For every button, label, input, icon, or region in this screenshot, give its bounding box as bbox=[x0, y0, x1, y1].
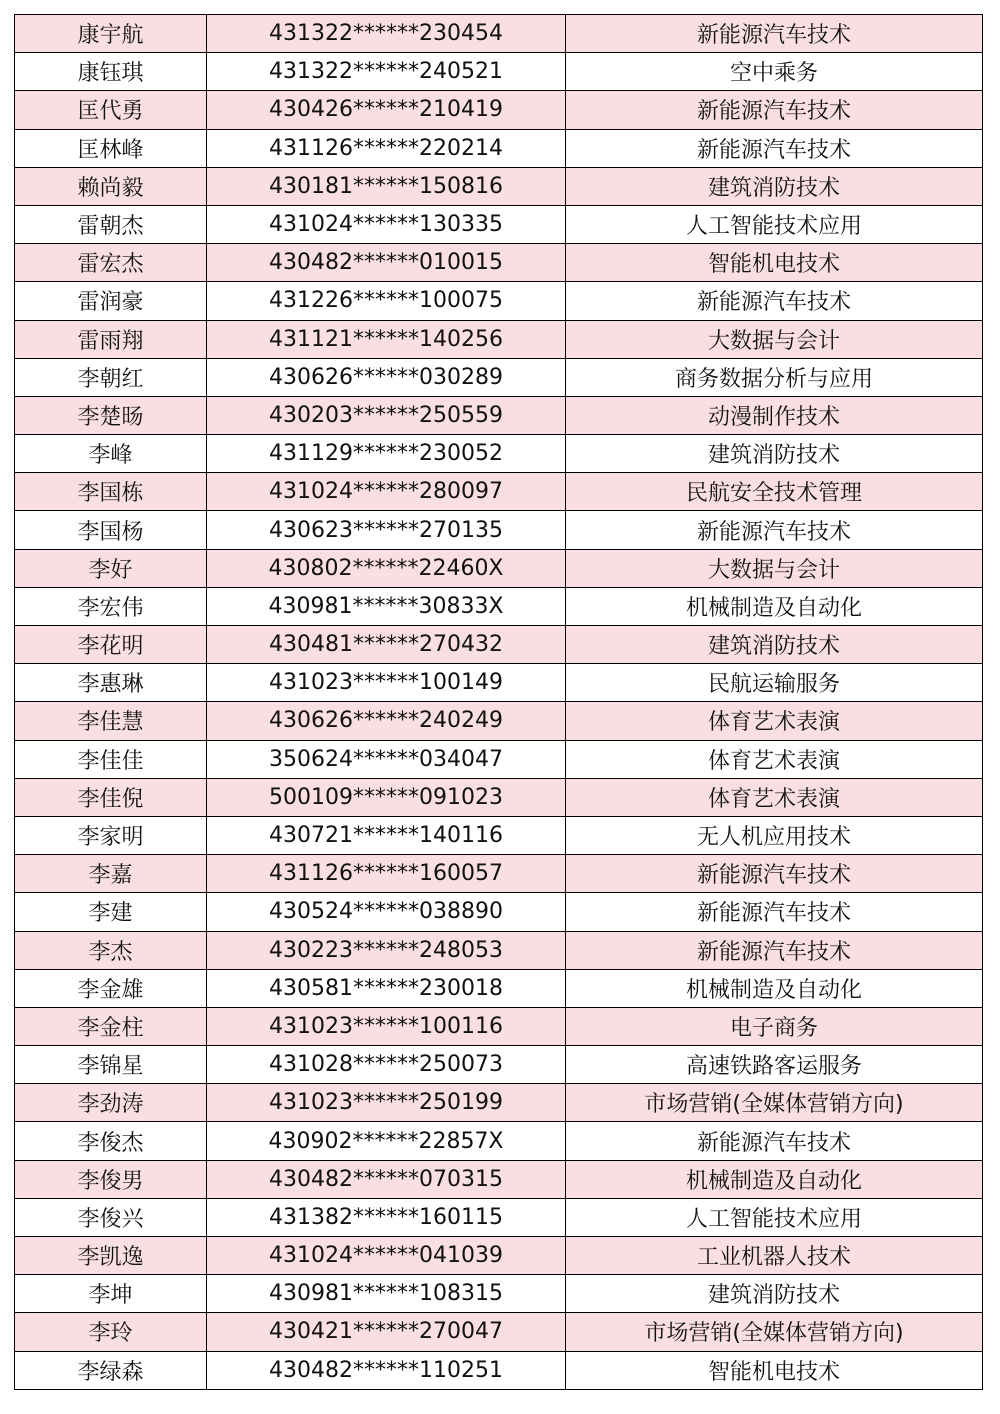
id-number-cell: 430524******038890 bbox=[207, 893, 566, 931]
major-cell: 空中乘务 bbox=[566, 53, 983, 91]
student-name-cell: 雷宏杰 bbox=[15, 244, 207, 282]
major-cell: 建筑消防技术 bbox=[566, 167, 983, 205]
id-number-cell: 430802******22460X bbox=[207, 549, 566, 587]
table-row bbox=[15, 435, 983, 473]
id-number-cell: 430626******030289 bbox=[207, 358, 566, 396]
id-number-cell: 430981******30833X bbox=[207, 587, 566, 625]
student-name-cell: 李国栋 bbox=[15, 473, 207, 511]
major-cell: 市场营销(全媒体营销方向) bbox=[566, 1313, 983, 1351]
student-name-cell: 李佳佳 bbox=[15, 740, 207, 778]
major-cell: 电子商务 bbox=[566, 1007, 983, 1045]
major-cell: 动漫制作技术 bbox=[566, 396, 983, 434]
id-number-cell: 430482******010015 bbox=[207, 244, 566, 282]
id-number-cell: 430981******108315 bbox=[207, 1275, 566, 1313]
id-number-cell: 430482******110251 bbox=[207, 1351, 566, 1389]
table-row bbox=[15, 1160, 983, 1198]
major-cell: 建筑消防技术 bbox=[566, 435, 983, 473]
table-row bbox=[15, 53, 983, 91]
id-number-cell: 430481******270432 bbox=[207, 626, 566, 664]
major-cell: 市场营销(全媒体营销方向) bbox=[566, 1084, 983, 1122]
table-row bbox=[15, 778, 983, 816]
id-number-cell: 431024******130335 bbox=[207, 205, 566, 243]
major-cell: 体育艺术表演 bbox=[566, 778, 983, 816]
id-number-cell: 430426******210419 bbox=[207, 91, 566, 129]
id-number-cell: 431129******230052 bbox=[207, 435, 566, 473]
major-cell: 机械制造及自动化 bbox=[566, 969, 983, 1007]
table-row bbox=[15, 855, 983, 893]
major-cell: 建筑消防技术 bbox=[566, 1275, 983, 1313]
table-row bbox=[15, 282, 983, 320]
student-name-cell: 李好 bbox=[15, 549, 207, 587]
id-number-cell: 431024******041039 bbox=[207, 1237, 566, 1275]
major-cell: 新能源汽车技术 bbox=[566, 893, 983, 931]
id-number-cell: 431023******250199 bbox=[207, 1084, 566, 1122]
id-number-cell: 431028******250073 bbox=[207, 1046, 566, 1084]
major-cell: 新能源汽车技术 bbox=[566, 91, 983, 129]
student-list-table bbox=[14, 14, 983, 1390]
major-cell: 新能源汽车技术 bbox=[566, 129, 983, 167]
major-cell: 智能机电技术 bbox=[566, 244, 983, 282]
table-row bbox=[15, 816, 983, 854]
id-number-cell: 431126******220214 bbox=[207, 129, 566, 167]
id-number-cell: 430421******270047 bbox=[207, 1313, 566, 1351]
major-cell: 人工智能技术应用 bbox=[566, 1198, 983, 1236]
table-row bbox=[15, 396, 983, 434]
student-name-cell: 李佳倪 bbox=[15, 778, 207, 816]
id-number-cell: 430626******240249 bbox=[207, 702, 566, 740]
student-name-cell: 李凯逸 bbox=[15, 1237, 207, 1275]
id-number-cell: 431322******230454 bbox=[207, 15, 566, 53]
major-cell: 体育艺术表演 bbox=[566, 702, 983, 740]
student-name-cell: 李嘉 bbox=[15, 855, 207, 893]
major-cell: 民航运输服务 bbox=[566, 664, 983, 702]
id-number-cell: 431121******140256 bbox=[207, 320, 566, 358]
id-number-cell: 430902******22857X bbox=[207, 1122, 566, 1160]
table-row bbox=[15, 1046, 983, 1084]
table-row bbox=[15, 167, 983, 205]
table-row bbox=[15, 893, 983, 931]
major-cell: 高速铁路客运服务 bbox=[566, 1046, 983, 1084]
student-name-cell: 雷朝杰 bbox=[15, 205, 207, 243]
student-name-cell: 李绿森 bbox=[15, 1351, 207, 1389]
id-number-cell: 500109******091023 bbox=[207, 778, 566, 816]
student-name-cell: 李惠琳 bbox=[15, 664, 207, 702]
student-list-table-container bbox=[14, 14, 982, 1390]
student-name-cell: 李国杨 bbox=[15, 511, 207, 549]
major-cell: 大数据与会计 bbox=[566, 320, 983, 358]
major-cell: 新能源汽车技术 bbox=[566, 931, 983, 969]
student-name-cell: 匡代勇 bbox=[15, 91, 207, 129]
table-row bbox=[15, 129, 983, 167]
id-number-cell: 430203******250559 bbox=[207, 396, 566, 434]
major-cell: 智能机电技术 bbox=[566, 1351, 983, 1389]
major-cell: 机械制造及自动化 bbox=[566, 1160, 983, 1198]
student-name-cell: 赖尚毅 bbox=[15, 167, 207, 205]
table-row bbox=[15, 15, 983, 53]
table-row bbox=[15, 358, 983, 396]
student-name-cell: 李楚旸 bbox=[15, 396, 207, 434]
major-cell: 建筑消防技术 bbox=[566, 626, 983, 664]
id-number-cell: 431023******100116 bbox=[207, 1007, 566, 1045]
table-row bbox=[15, 969, 983, 1007]
table-row bbox=[15, 626, 983, 664]
id-number-cell: 431126******160057 bbox=[207, 855, 566, 893]
student-name-cell: 李峰 bbox=[15, 435, 207, 473]
id-number-cell: 431322******240521 bbox=[207, 53, 566, 91]
id-number-cell: 431226******100075 bbox=[207, 282, 566, 320]
major-cell: 工业机器人技术 bbox=[566, 1237, 983, 1275]
table-row bbox=[15, 587, 983, 625]
major-cell: 体育艺术表演 bbox=[566, 740, 983, 778]
student-name-cell: 雷润豪 bbox=[15, 282, 207, 320]
id-number-cell: 430223******248053 bbox=[207, 931, 566, 969]
major-cell: 新能源汽车技术 bbox=[566, 1122, 983, 1160]
major-cell: 机械制造及自动化 bbox=[566, 587, 983, 625]
id-number-cell: 430482******070315 bbox=[207, 1160, 566, 1198]
table-row bbox=[15, 1237, 983, 1275]
major-cell: 无人机应用技术 bbox=[566, 816, 983, 854]
major-cell: 民航安全技术管理 bbox=[566, 473, 983, 511]
student-name-cell: 李坤 bbox=[15, 1275, 207, 1313]
id-number-cell: 430721******140116 bbox=[207, 816, 566, 854]
student-name-cell: 李金柱 bbox=[15, 1007, 207, 1045]
student-name-cell: 李俊兴 bbox=[15, 1198, 207, 1236]
table-row bbox=[15, 1275, 983, 1313]
id-number-cell: 350624******034047 bbox=[207, 740, 566, 778]
table-row bbox=[15, 1007, 983, 1045]
major-cell: 新能源汽车技术 bbox=[566, 15, 983, 53]
student-name-cell: 李家明 bbox=[15, 816, 207, 854]
major-cell: 新能源汽车技术 bbox=[566, 282, 983, 320]
id-number-cell: 430181******150816 bbox=[207, 167, 566, 205]
student-name-cell: 李杰 bbox=[15, 931, 207, 969]
table-row bbox=[15, 320, 983, 358]
student-name-cell: 匡林峰 bbox=[15, 129, 207, 167]
table-row bbox=[15, 1198, 983, 1236]
student-name-cell: 雷雨翔 bbox=[15, 320, 207, 358]
table-row bbox=[15, 664, 983, 702]
table-row bbox=[15, 1351, 983, 1389]
table-row bbox=[15, 205, 983, 243]
table-row bbox=[15, 1084, 983, 1122]
table-row bbox=[15, 473, 983, 511]
id-number-cell: 431382******160115 bbox=[207, 1198, 566, 1236]
id-number-cell: 431023******100149 bbox=[207, 664, 566, 702]
table-row bbox=[15, 931, 983, 969]
student-name-cell: 李劲涛 bbox=[15, 1084, 207, 1122]
table-row bbox=[15, 740, 983, 778]
student-name-cell: 李锦星 bbox=[15, 1046, 207, 1084]
student-name-cell: 李俊男 bbox=[15, 1160, 207, 1198]
student-name-cell: 李佳慧 bbox=[15, 702, 207, 740]
student-name-cell: 李花明 bbox=[15, 626, 207, 664]
id-number-cell: 430623******270135 bbox=[207, 511, 566, 549]
student-name-cell: 李俊杰 bbox=[15, 1122, 207, 1160]
major-cell: 新能源汽车技术 bbox=[566, 855, 983, 893]
table-row bbox=[15, 511, 983, 549]
student-name-cell: 李朝红 bbox=[15, 358, 207, 396]
major-cell: 新能源汽车技术 bbox=[566, 511, 983, 549]
table-row bbox=[15, 91, 983, 129]
table-row bbox=[15, 1313, 983, 1351]
student-name-cell: 李建 bbox=[15, 893, 207, 931]
major-cell: 人工智能技术应用 bbox=[566, 205, 983, 243]
id-number-cell: 431024******280097 bbox=[207, 473, 566, 511]
table-row bbox=[15, 244, 983, 282]
table-body bbox=[15, 15, 983, 1390]
student-name-cell: 李玲 bbox=[15, 1313, 207, 1351]
table-row bbox=[15, 549, 983, 587]
student-name-cell: 李金雄 bbox=[15, 969, 207, 1007]
major-cell: 商务数据分析与应用 bbox=[566, 358, 983, 396]
id-number-cell: 430581******230018 bbox=[207, 969, 566, 1007]
student-name-cell: 康钰琪 bbox=[15, 53, 207, 91]
table-row bbox=[15, 1122, 983, 1160]
major-cell: 大数据与会计 bbox=[566, 549, 983, 587]
table-row bbox=[15, 702, 983, 740]
student-name-cell: 李宏伟 bbox=[15, 587, 207, 625]
student-name-cell: 康宇航 bbox=[15, 15, 207, 53]
